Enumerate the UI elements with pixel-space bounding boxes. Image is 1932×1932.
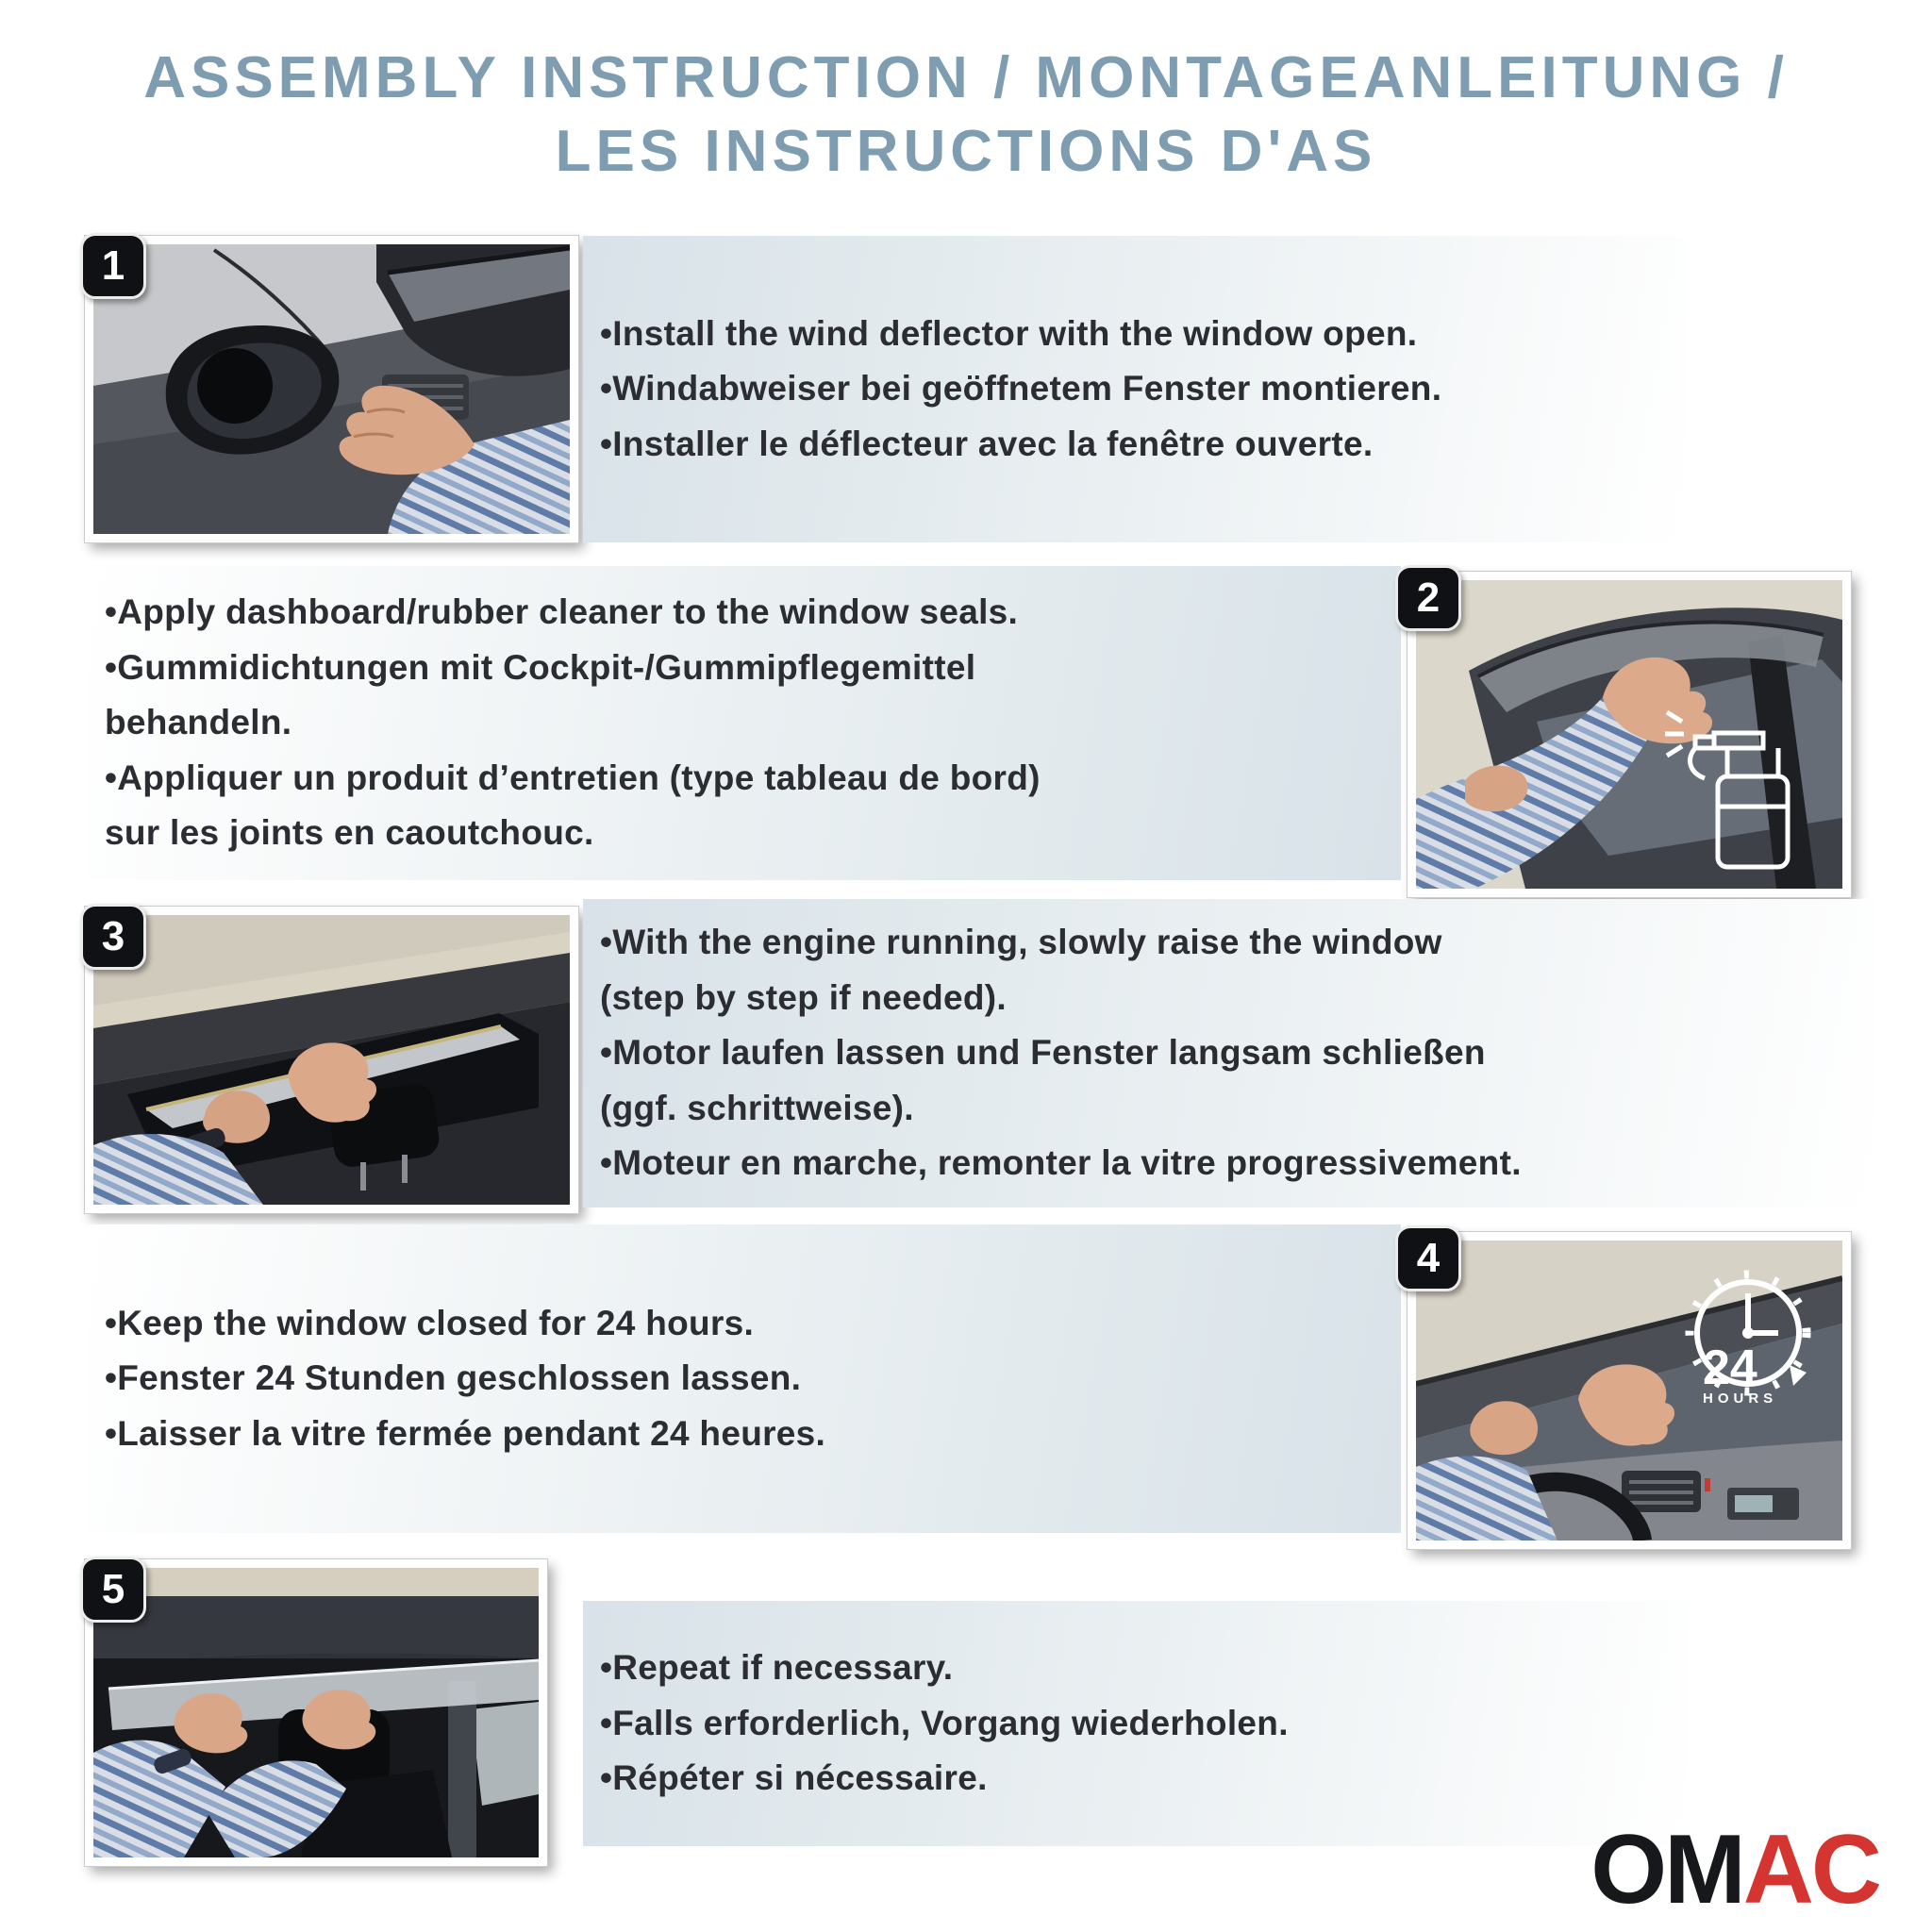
step-2-photo xyxy=(1407,572,1851,897)
step-1-photo xyxy=(85,236,578,542)
step-1-badge: 1 xyxy=(80,233,146,299)
step-2-badge: 2 xyxy=(1395,565,1461,631)
step-3-illustration xyxy=(93,915,570,1205)
step-3-photo xyxy=(85,907,578,1213)
instruction-line: •With the engine running, slowly raise the window xyxy=(600,923,1442,962)
step-4-illustration xyxy=(1416,1241,1842,1541)
instruction-line: •Falls erforderlich, Vorgang wiederholen. xyxy=(600,1703,1289,1742)
omac-logo-black: OM xyxy=(1591,1815,1743,1924)
instruction-line: •Gummidichtungen mit Cockpit-/Gummipflegemittel xyxy=(105,647,976,687)
roofline xyxy=(93,1568,539,1596)
step-1-text-panel xyxy=(583,236,1685,542)
instruction-line: (step by step if needed). xyxy=(600,977,1008,1017)
step-5-photo xyxy=(85,1559,547,1866)
instruction-line: •Installer le déflecteur avec la fenêtre ouverte. xyxy=(600,424,1374,463)
clock-number: 24 xyxy=(1703,1341,1757,1395)
instruction-line: •Windabweiser bei geöffnetem Fenster montieren. xyxy=(600,369,1442,408)
page-title-line-1: ASSEMBLY INSTRUCTION / MONTAGEANLEITUNG / xyxy=(143,45,1789,110)
instruction-line: •Apply dashboard/rubber cleaner to the window seals. xyxy=(105,592,1019,632)
step-2-illustration xyxy=(1416,580,1842,889)
omac-logo xyxy=(1591,1815,1879,1924)
step-4-text-panel xyxy=(88,1224,1401,1533)
far-window xyxy=(471,1702,539,1806)
omac-logo-red: AC xyxy=(1742,1815,1879,1924)
step-4-badge: 4 xyxy=(1395,1225,1461,1291)
instruction-line: •Moteur en marche, remonter la vitre progressivement. xyxy=(600,1143,1522,1183)
instruction-line: •Motor laufen lassen und Fenster langsam schließen xyxy=(600,1033,1486,1073)
step-1-illustration xyxy=(93,244,570,534)
warning-light xyxy=(1705,1478,1710,1491)
instruction-line: •Répéter si nécessaire. xyxy=(600,1758,988,1798)
pillar xyxy=(448,1681,476,1857)
step-2-text-panel xyxy=(88,566,1401,880)
page-title-line-2: LES INSTRUCTIONS D'AS xyxy=(555,119,1377,185)
clock-label: HOURS xyxy=(1703,1391,1778,1407)
step-4-photo xyxy=(1407,1232,1851,1549)
instruction-line: (ggf. schrittweise). xyxy=(600,1088,914,1127)
instruction-line: •Fenster 24 Stunden geschlossen lassen. xyxy=(105,1358,802,1398)
instruction-line: •Laisser la vitre fermée pendant 24 heures. xyxy=(105,1413,826,1453)
instruction-line: •Appliquer un produit d’entretien (type tableau de bord) xyxy=(105,758,1041,797)
instruction-line: •Install the wind deflector with the window open. xyxy=(600,313,1418,353)
step-5-badge: 5 xyxy=(80,1557,146,1623)
step-3-badge: 3 xyxy=(80,904,146,970)
instruction-line: sur les joints en caoutchouc. xyxy=(105,813,594,853)
instruction-line: •Keep the window closed for 24 hours. xyxy=(105,1303,755,1342)
step-3-text-panel xyxy=(583,899,1875,1208)
instruction-line: •Repeat if necessary. xyxy=(600,1648,954,1688)
page-title xyxy=(0,42,1932,189)
step-5-illustration xyxy=(93,1568,539,1857)
instruction-line: behandeln. xyxy=(105,703,292,742)
step-5-text-panel xyxy=(583,1601,1689,1846)
